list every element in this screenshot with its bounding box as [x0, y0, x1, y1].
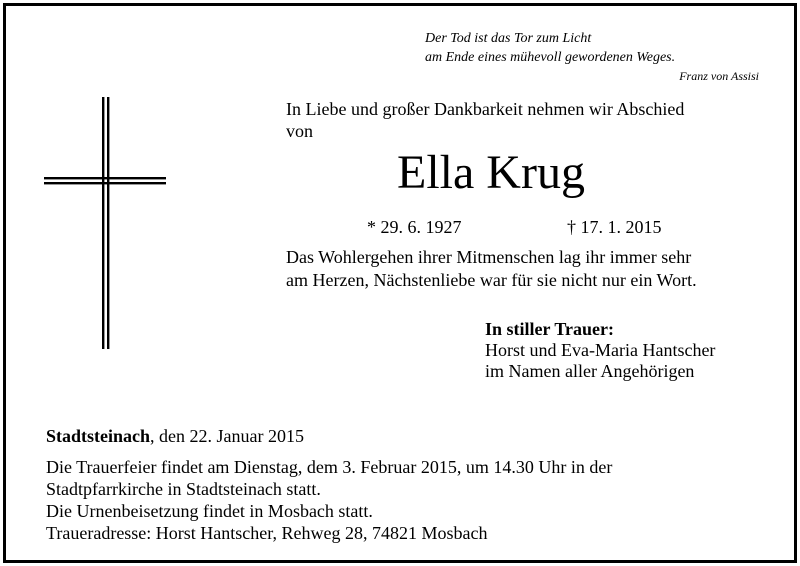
deceased-name: Ella Krug [397, 146, 585, 199]
details-line-3: Die Urnenbeisetzung findet in Mosbach statt. [46, 501, 373, 521]
epigraph-quote [425, 29, 755, 67]
tribute-line-2: am Herzen, Nächstenliebe war für sie nicht nur ein Wort. [286, 270, 697, 290]
quote-line-2: am Ende eines mühevoll gewordenen Weges. [425, 50, 676, 65]
mourners-line-1: Horst und Eva-Maria Hantscher [485, 340, 716, 360]
details-line-4: Traueradresse: Horst Hantscher, Rehweg 28, 74821 Mosbach [46, 523, 488, 543]
cross-icon [44, 97, 166, 349]
notice-date: , den 22. Januar 2015 [150, 426, 304, 446]
mourners-heading: In stiller Trauer: [485, 319, 614, 339]
funeral-details [46, 456, 612, 544]
farewell-intro [286, 98, 684, 142]
quote-author: Franz von Assisi [679, 69, 759, 83]
place-date [46, 426, 304, 447]
tribute-text [286, 246, 697, 292]
intro-line-2: von [286, 121, 313, 141]
quote-line-1: Der Tod ist das Tor zum Licht [425, 31, 592, 46]
details-line-1: Die Trauerfeier findet am Dienstag, dem 3. Februar 2015, um 14.30 Uhr in der [46, 457, 613, 477]
mourners-block [485, 319, 715, 382]
birth-date: * 29. 6. 1927 [367, 217, 462, 237]
death-date: † 17. 1. 2015 [567, 217, 662, 237]
place-name: Stadtsteinach [46, 426, 151, 446]
details-line-2: Stadtpfarrkirche in Stadtsteinach statt. [46, 479, 321, 499]
tribute-line-1: Das Wohlergehen ihrer Mitmenschen lag ihr immer sehr [286, 247, 692, 267]
mourners-line-2: im Namen aller Angehörigen [485, 361, 695, 381]
intro-line-1: In Liebe und großer Dankbarkeit nehmen wir Abschied [286, 99, 685, 119]
